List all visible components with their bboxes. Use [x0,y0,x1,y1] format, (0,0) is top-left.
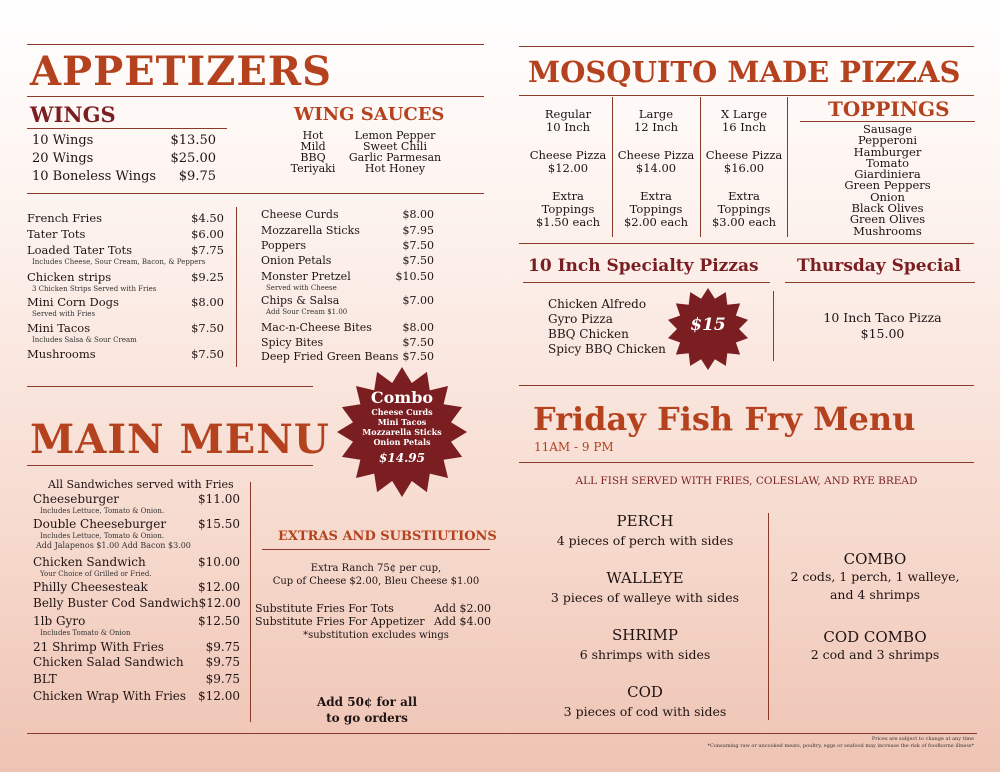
fish-combo-item [775,628,975,664]
fish-item-name: PERCH [616,512,674,530]
menu-item-note: Add Jalapenos $1.00 Add Bacon $3.00 [36,541,191,550]
menu-item-note: Served with Fries [32,310,96,318]
divider [262,549,490,550]
menu-item-name: Double Cheeseburger [33,517,167,531]
topping-item: Pepperoni [857,133,918,148]
fish-combo-desc: and 4 shrimps [829,587,921,602]
sub-row [255,615,491,628]
menu-item-row [33,672,240,686]
specialty-item: Spicy BBQ Chicken [548,342,666,356]
topping-item: Sausage [862,122,913,136]
divider [773,291,774,361]
menu-item-price: $6.00 [191,227,224,241]
menu-item-price: $8.00 [402,208,434,221]
menu-item-price: $7.50 [402,239,434,252]
menu-item-name: Philly Cheesesteak [33,580,148,594]
footer-disclaimer [708,736,975,750]
pizza-extra-label: Extra [728,189,760,203]
menu-item-row [27,227,224,241]
pizza-cheese-price: $16.00 [723,161,765,175]
extras-line: Cup of Cheese $2.00, Bleu Cheese $1.00 [272,576,480,587]
combo-badge [336,388,468,465]
menu-item-row [32,151,216,166]
pizza-extra-label: Toppings [717,202,771,216]
topping-item: Tomato [865,155,909,170]
menu-item-price: $12.00 [198,580,240,594]
menu-item-price: $8.00 [191,295,224,309]
menu-item-row [261,208,434,221]
menu-item-price: $12.00 [198,596,241,610]
sub-name: Substitute Fries For Tots [255,602,394,615]
menu-item-price: $7.50 [402,350,434,363]
menu-item-name: Spicy Bites [261,336,324,349]
menu-item-name: Loaded Tater Tots [27,243,133,257]
menu-item-price: $7.50 [191,347,224,361]
divider [27,193,484,194]
divider [519,385,974,386]
menu-item-row [27,243,224,257]
divider [236,207,237,367]
menu-item-note: Includes Tomato & Onion [40,629,131,637]
sub-row [255,602,491,615]
menu-item-name: Monster Pretzel [261,270,351,283]
menu-item-price: $9.75 [205,655,240,669]
menu-item-price: $13.50 [170,133,216,148]
menu-item-price: $9.25 [191,270,224,284]
divider [27,733,977,734]
fish-fry-title: Friday Fish Fry Menu [533,400,916,438]
specialty-price: $15 [690,315,726,335]
menu-item-row [33,614,240,628]
menu-item-price: $9.75 [205,640,240,654]
topping-item: Green Peppers [844,178,931,193]
menu-item-note: Includes Salsa & Sour Cream [32,336,137,344]
combo-item: Cheese Curds [371,407,433,417]
fish-item-name: WALLEYE [606,569,684,587]
sauces-col1 [288,130,338,174]
menu-item-row [261,321,434,334]
topping-item: Mushrooms [853,223,922,238]
fish-item-desc: 3 pieces of walleye with sides [550,590,740,605]
footer-line: *Consuming raw or uncooked meats, poultry, eggs or seafood may increase the risk of foodborne illness* [707,743,974,749]
specialty-item: BBQ Chicken [548,327,629,341]
divider [519,462,974,463]
sauce-item: BBQ [300,151,326,164]
menu-item-price: $7.95 [402,224,434,237]
menu-item-name: Chicken strips [27,270,112,284]
pizza-extra-price: $1.50 each [535,215,601,229]
fish-item-desc: 4 pieces of perch with sides [556,533,734,548]
menu-item-note: Served with Cheese [266,284,337,292]
thursday-item: 10 Inch Taco Pizza [823,310,942,325]
fish-item [525,683,765,721]
menu-item-name: Belly Buster Cod Sandwich [33,596,199,610]
menu-item-name: Chips & Salsa [261,294,340,307]
menu-item-row [261,270,434,283]
menu-item-price: $10.00 [198,555,240,569]
fish-fry-note: ALL FISH SERVED WITH FRIES, COLESLAW, AND RYE BREAD [575,475,918,487]
menu-item-row [27,270,224,284]
sub-name: Substitute Fries For Appetizer [255,615,425,628]
menu-item-row [33,492,240,506]
pizza-cheese-label: Cheese Pizza [617,148,695,162]
topping-item: Green Olives [849,212,926,227]
pizza-extra-label: Extra [640,189,672,203]
menu-item-row [33,689,240,703]
fish-combo-item [775,550,975,604]
topping-item: Onion [870,189,905,204]
divider [785,282,975,283]
menu-item-price: $7.50 [402,254,434,267]
menu-item-row [33,517,240,531]
combo-item: Mozzarella Sticks [362,427,442,437]
pizza-cheese-label: Cheese Pizza [529,148,607,162]
pizza-cheese-price: $12.00 [547,161,589,175]
menu-item-row [33,555,240,569]
divider [27,386,313,387]
menu-item-name: Mini Tacos [27,321,91,335]
appetizers-title: APPETIZERS [30,48,332,95]
sauce-item: Hot [302,129,324,142]
toppings-title: TOPPINGS [828,97,950,121]
sub-price: Add $4.00 [433,615,491,628]
menu-item-name: Mac-n-Cheese Bites [261,321,372,334]
fish-item-name: COD [627,683,663,701]
combo-item: Mini Tacos [377,417,427,427]
to-go-line: to go orders [326,711,408,725]
menu-item-note: Add Sour Cream $1.00 [266,308,348,316]
combo-title: Combo [370,388,434,407]
pizza-size-column [700,108,788,229]
divider [27,44,484,45]
main-menu-title: MAIN MENU [30,416,330,463]
menu-item-note: Includes Cheese, Sour Cream, Bacon, & Peppers [32,258,206,266]
menu-item-price: $4.50 [191,211,224,225]
menu-item-row [33,580,240,594]
to-go-note [302,694,432,726]
fish-item-desc: 3 pieces of cod with sides [563,704,727,719]
divider [768,513,769,720]
main-menu-subtitle: All Sandwiches served with Fries [48,478,234,491]
menu-item-name: Mini Corn Dogs [27,295,119,309]
menu-item-note: Your Choice of Grilled or Fried. [40,570,152,578]
menu-item-price: $7.75 [191,243,224,257]
menu-item-row [261,350,434,363]
divider [519,243,974,244]
menu-item-name: Cheeseburger [33,492,120,506]
topping-item: Hamburger [853,144,922,159]
menu-item-row [33,596,240,610]
divider [519,46,974,47]
menu-item-row [32,133,216,148]
sauce-item: Lemon Pepper [354,129,436,142]
pizza-size-column [524,108,612,229]
fish-item-desc: 6 shrimps with sides [579,647,711,662]
specialty-item: Gyro Pizza [548,312,613,326]
extras-lines [252,562,500,588]
pizza-extra-label: Toppings [541,202,595,216]
pizza-size-inch: 12 Inch [633,120,679,134]
menu-item-row [32,169,216,184]
menu-item-name: BLT [33,672,57,686]
thursday-special [790,310,975,342]
wing-sauces-title: WING SAUCES [294,104,445,125]
sauce-item: Garlic Parmesan [348,151,442,164]
menu-item-row [33,655,240,669]
pizza-extra-price: $2.00 each [623,215,689,229]
menu-item-price: $25.00 [170,151,216,166]
extras-line: Extra Ranch 75¢ per cup, [310,563,442,574]
menu-item-price: $8.00 [402,321,434,334]
menu-item-name: French Fries [27,211,103,225]
menu-item-name: Mushrooms [27,347,96,361]
combo-item: Onion Petals [373,437,431,447]
menu-item-name: 10 Wings [32,133,94,148]
menu-item-name: Chicken Sandwich [33,555,146,569]
menu-item-row [261,336,434,349]
menu-item-name: Chicken Wrap With Fries [33,689,187,703]
pizza-size-inch: 10 Inch [545,120,591,134]
fish-combo-name: COD COMBO [823,628,927,646]
menu-item-price: $7.50 [402,336,434,349]
menu-item-name: Mozzarella Sticks [261,224,360,237]
menu-item-price: $11.00 [198,492,240,506]
thursday-price: $15.00 [860,326,905,341]
menu-item-price: $9.75 [178,169,216,184]
substitution-note: *substitution excludes wings [303,630,449,641]
menu-item-name: 1lb Gyro [33,614,86,628]
menu-item-note: Includes Lettuce, Tomato & Onion. [40,532,165,540]
pizza-cheese-label: Cheese Pizza [705,148,783,162]
pizza-cheese-price: $14.00 [635,161,677,175]
sauce-item: Hot Honey [364,162,426,175]
sauce-item: Teriyaki [290,162,336,175]
divider [519,95,974,96]
pizza-size-inch: 16 Inch [721,120,767,134]
menu-item-price: $9.75 [205,672,240,686]
fish-item [525,626,765,664]
divider [27,96,484,97]
menu-item-row [261,294,434,307]
sauce-item: Mild [300,140,326,153]
pizza-size-column [612,108,700,229]
to-go-line: Add 50¢ for all [316,695,418,709]
menu-item-name: 10 Boneless Wings [32,169,157,184]
pizza-size-name: Regular [544,107,592,121]
menu-item-price: $10.50 [395,270,434,283]
menu-item-price: $7.00 [402,294,434,307]
topping-item: Giardiniera [854,167,921,182]
menu-item-name: Onion Petals [261,254,332,267]
divider [27,128,227,129]
footer-line: Prices are subject to change at any time [871,736,974,742]
menu-item-row [261,224,434,237]
menu-item-price: $15.50 [198,517,240,531]
menu-item-row [27,347,224,361]
menu-item-price: $7.50 [191,321,224,335]
menu-item-name: Chicken Salad Sandwich [33,655,184,669]
extras-title: EXTRAS AND SUBSTIUTIONS [278,529,497,544]
sauces-col2 [340,130,450,174]
pizza-extra-price: $3.00 each [711,215,777,229]
divider [27,465,313,466]
fish-item [525,512,765,550]
divider [523,282,770,283]
topping-item: Black Olives [851,201,924,216]
menu-item-row [27,321,224,335]
fish-item [525,569,765,607]
fish-item-name: SHRIMP [611,626,679,644]
menu-item-row [261,254,434,267]
specialty-item: Chicken Alfredo [548,297,647,311]
menu-item-row [33,640,240,654]
pizza-size-name: Large [638,107,674,121]
menu-item-row [27,211,224,225]
menu-item-row [27,295,224,309]
toppings-list [800,124,975,237]
specialty-title: 10 Inch Specialty Pizzas [528,256,759,276]
menu-item-row [261,239,434,252]
menu-item-note: 3 Chicken Strips Served with Fries [32,285,157,293]
pizza-extra-label: Toppings [629,202,683,216]
fish-combo-desc: 2 cods, 1 perch, 1 walleye, [790,569,960,584]
menu-item-price: $12.00 [198,689,240,703]
fish-fry-hours: 11AM - 9 PM [534,440,614,454]
menu-item-price: $12.50 [198,614,240,628]
pizza-size-name: X Large [721,107,767,121]
menu-item-name: 20 Wings [32,151,94,166]
combo-price: $14.95 [379,451,425,465]
menu-item-name: Poppers [261,239,307,252]
fish-combo-name: COMBO [843,550,907,568]
wings-title: WINGS [30,102,116,127]
fish-combo-desc: 2 cod and 3 shrimps [810,647,940,662]
menu-item-name: Cheese Curds [261,208,339,221]
pizza-extra-label: Extra [552,189,584,203]
sub-price: Add $2.00 [433,602,491,615]
menu-item-name: Deep Fried Green Beans [261,350,399,363]
pizzas-title: MOSQUITO MADE PIZZAS [528,55,961,89]
divider [250,482,251,722]
thursday-title: Thursday Special [797,256,961,276]
specialty-list [548,297,666,357]
sauce-item: Sweet Chili [363,140,427,153]
menu-item-name: 21 Shrimp With Fries [33,640,164,654]
menu-item-name: Tater Tots [27,227,86,241]
menu-item-note: Includes Lettuce, Tomato & Onion. [40,507,165,515]
